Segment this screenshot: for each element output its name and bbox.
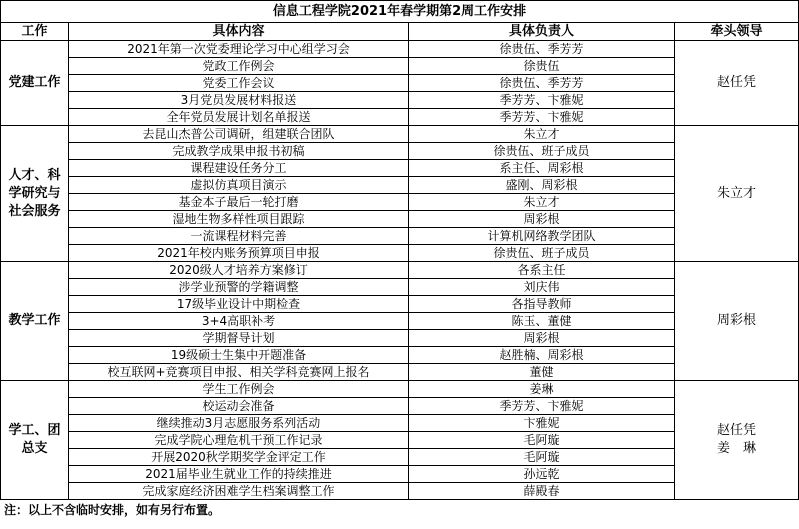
responsible-cell: 毛阿璇 — [409, 432, 675, 449]
content-cell: 去昆山杰普公司调研，组建联合团队 — [69, 126, 409, 143]
content-cell: 2020级人才培养方案修订 — [69, 262, 409, 279]
category-cell: 党建工作 — [1, 41, 69, 126]
responsible-cell: 卞雅妮 — [409, 415, 675, 432]
leader-cell: 赵任凭 — [675, 41, 799, 126]
responsible-cell: 徐贵伍、班子成员 — [409, 143, 675, 160]
leader-name: 姜 琳 — [717, 441, 757, 456]
header-leader: 牵头领导 — [675, 23, 799, 41]
responsible-cell: 孙远乾 — [409, 466, 675, 483]
content-cell: 完成家庭经济困难学生档案调整工作 — [69, 483, 409, 500]
responsible-cell: 徐贵伍、班子成员 — [409, 245, 675, 262]
category-cell: 学工、团总支 — [1, 381, 69, 500]
responsible-cell: 朱立才 — [409, 126, 675, 143]
responsible-cell: 徐贵伍、季芳芳 — [409, 75, 675, 92]
sheet-title: 信息工程学院2021年春学期第2周工作安排 — [1, 1, 799, 23]
leader-cell: 朱立才 — [675, 126, 799, 262]
responsible-cell: 朱立才 — [409, 194, 675, 211]
responsible-cell: 姜琳 — [409, 381, 675, 398]
responsible-cell: 盛刚、周彩根 — [409, 177, 675, 194]
leader-cell: 周彩根 — [675, 262, 799, 381]
responsible-cell: 各系主任 — [409, 262, 675, 279]
content-cell: 基金本子最后一轮打磨 — [69, 194, 409, 211]
content-cell: 19级硕士生集中开题准备 — [69, 347, 409, 364]
table-row — [1, 262, 799, 279]
content-cell: 17级毕业设计中期检查 — [69, 296, 409, 313]
content-cell: 继续推动3月志愿服务系列活动 — [69, 415, 409, 432]
responsible-cell: 徐贵伍、季芳芳 — [409, 41, 675, 58]
responsible-cell: 陈玉、董健 — [409, 313, 675, 330]
responsible-cell: 系主任、周彩根 — [409, 160, 675, 177]
leader-cell — [675, 381, 799, 500]
responsible-cell: 薛殿春 — [409, 483, 675, 500]
content-cell: 学期督导计划 — [69, 330, 409, 347]
content-cell: 3月党员发展材料报送 — [69, 92, 409, 109]
content-cell: 完成学院心理危机干预工作记录 — [69, 432, 409, 449]
table-row — [1, 126, 799, 143]
responsible-cell: 周彩根 — [409, 330, 675, 347]
header-category: 工作 — [1, 23, 69, 41]
responsible-cell: 各指导教师 — [409, 296, 675, 313]
responsible-cell: 季芳芳、卞雅妮 — [409, 398, 675, 415]
responsible-cell: 赵胜楠、周彩根 — [409, 347, 675, 364]
title-row — [1, 1, 799, 23]
responsible-cell: 季芳芳、卞雅妮 — [409, 92, 675, 109]
content-cell: 课程建设任务分工 — [69, 160, 409, 177]
responsible-cell: 刘庆伟 — [409, 279, 675, 296]
content-cell: 3+4高职补考 — [69, 313, 409, 330]
content-cell: 2021年校内账务预算项目申报 — [69, 245, 409, 262]
content-cell: 2021届毕业生就业工作的持续推进 — [69, 466, 409, 483]
content-cell: 党委工作会议 — [69, 75, 409, 92]
responsible-cell: 季芳芳、卞雅妮 — [409, 109, 675, 126]
content-cell: 一流课程材料完善 — [69, 228, 409, 245]
leader-name: 赵任凭 — [717, 423, 757, 438]
content-cell: 2021年第一次党委理论学习中心组学习会 — [69, 41, 409, 58]
category-cell: 教学工作 — [1, 262, 69, 381]
header-responsible: 具体负责人 — [409, 23, 675, 41]
responsible-cell: 毛阿璇 — [409, 449, 675, 466]
header-row — [1, 23, 799, 41]
content-cell: 湿地生物多样性项目跟踪 — [69, 211, 409, 228]
content-cell: 虚拟仿真项目演示 — [69, 177, 409, 194]
responsible-cell: 董健 — [409, 364, 675, 381]
category-cell: 人才、科学研究与社会服务 — [1, 126, 69, 262]
footnote: 注：以上不含临时安排，如有另行布置。 — [4, 503, 221, 517]
table-row — [1, 41, 799, 58]
table-row — [1, 381, 799, 398]
responsible-cell: 计算机网络教学团队 — [409, 228, 675, 245]
content-cell: 全年党员发展计划名单报送 — [69, 109, 409, 126]
schedule-table-body — [1, 1, 799, 500]
header-content: 具体内容 — [69, 23, 409, 41]
content-cell: 校运动会准备 — [69, 398, 409, 415]
content-cell: 涉学业预警的学籍调整 — [69, 279, 409, 296]
content-cell: 党政工作例会 — [69, 58, 409, 75]
content-cell: 开展2020秋学期奖学金评定工作 — [69, 449, 409, 466]
content-cell: 校互联网+竞赛项目申报、相关学科竞赛网上报名 — [69, 364, 409, 381]
responsible-cell: 徐贵伍 — [409, 58, 675, 75]
responsible-cell: 周彩根 — [409, 211, 675, 228]
content-cell: 完成教学成果申报书初稿 — [69, 143, 409, 160]
content-cell: 学生工作例会 — [69, 381, 409, 398]
